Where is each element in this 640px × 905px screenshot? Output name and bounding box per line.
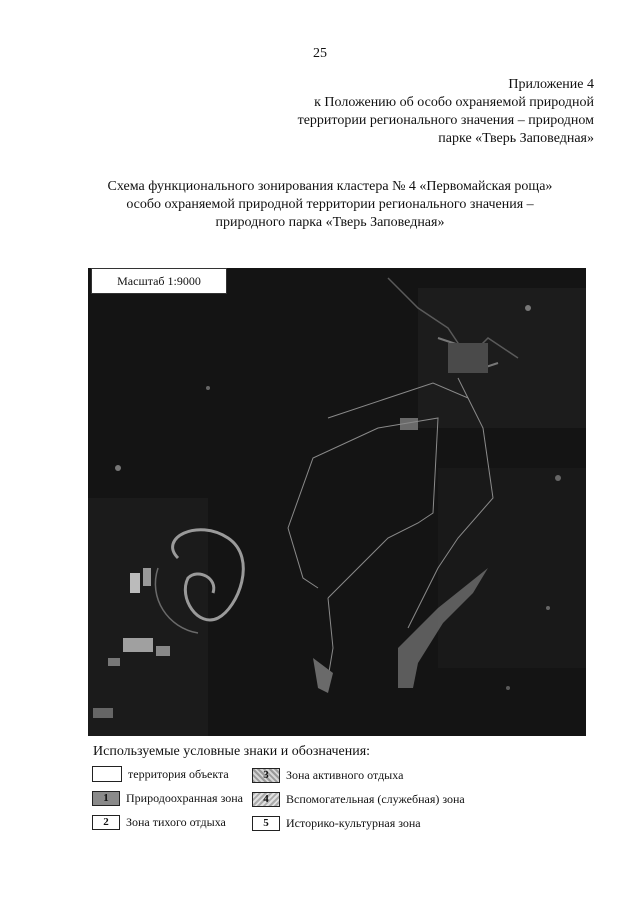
legend-label: Вспомогательная (служебная) зона	[286, 792, 465, 806]
legend-label: Зона активного отдыха	[286, 768, 404, 782]
page-number: 25	[313, 46, 327, 61]
legend-label: Историко-культурная зона	[286, 816, 421, 830]
legend-item-zone-3	[252, 768, 403, 783]
appendix-line: территории регионального значения – природном	[297, 113, 594, 128]
satellite-image	[88, 268, 586, 736]
title-line: Схема функционального зонирования кластера № 4 «Первомайская роща»	[107, 179, 553, 194]
appendix-line: к Положению об особо охраняемой природной	[314, 95, 594, 110]
legend-swatch-territory	[92, 766, 122, 782]
appendix-line: Приложение 4	[508, 77, 594, 92]
zoning-map	[88, 268, 586, 736]
legend-item-zone-1	[92, 791, 243, 806]
legend-label: территория объекта	[128, 766, 229, 781]
legend-item-zone-5	[252, 816, 421, 831]
title-line: природного парка «Тверь Заповедная»	[215, 215, 445, 230]
title-line: особо охраняемой природной территории регионального значения –	[126, 197, 534, 212]
legend-swatch-zone-1: 1	[92, 791, 120, 806]
legend-item-zone-4	[252, 792, 465, 807]
legend-label: Природоохранная зона	[126, 791, 243, 805]
legend-item-zone-2	[92, 815, 226, 830]
legend-heading: Используемые условные знаки и обозначения:	[93, 744, 371, 759]
legend-label: Зона тихого отдыха	[126, 815, 226, 829]
legend-swatch-zone-2: 2	[92, 815, 120, 830]
appendix-header	[194, 76, 594, 148]
appendix-line: парке «Тверь Заповедная»	[438, 131, 594, 146]
legend-item-territory	[92, 766, 229, 782]
legend-swatch-zone-5: 5	[252, 816, 280, 831]
document-title	[60, 178, 600, 232]
legend-swatch-zone-4: 4	[252, 792, 280, 807]
map-scale-label: Масштаб 1:9000	[91, 268, 227, 294]
legend-swatch-zone-3: 3	[252, 768, 280, 783]
